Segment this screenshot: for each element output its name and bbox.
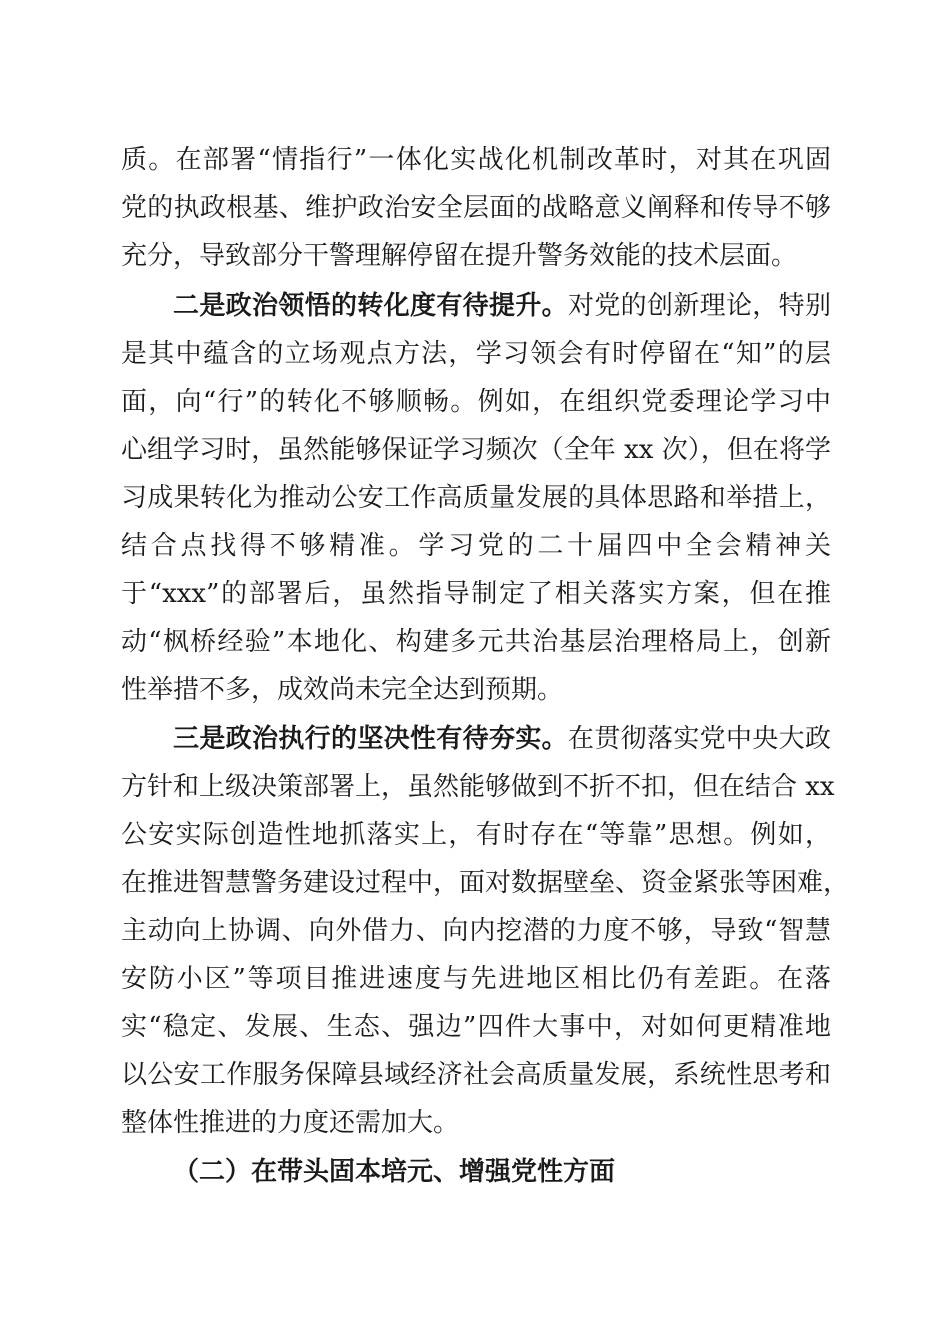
text-line: 公安实际创造性地抓落实上，有时存在“等靠”思想。例如， [121,820,831,850]
text-line: 在推进智慧警务建设过程中，面对数据壁垒、资金紧张等困难， [121,868,850,898]
text-line: 面，向“行”的转化不够顺畅。例如，在组织党委理论学习中 [121,387,831,417]
text-line: 性举措不多，成效尚未完全达到预期。 [121,675,564,705]
text-line: 整体性推进的力度还需加大。 [121,1108,460,1138]
text-line: 方针和上级决策部署上，虽然能够做到不折不扣，但在结合 xx [121,772,835,802]
text-line: 习成果转化为推动公安工作高质量发展的具体思路和举措上， [121,483,831,513]
paragraph-lead-heading: 二是政治领悟的转化度有待提升。 [173,291,568,321]
text-line: 结合点找得不够精准。学习党的二十届四中全会精神关 [121,531,831,561]
text-line: 心组学习时，虽然能够保证学习频次（全年 xx 次），但在将学 [121,435,831,465]
text-line: 于“xxx”的部署后，虽然指导制定了相关落实方案，但在推 [121,579,831,609]
text-line: 党的执政根基、维护政治安全层面的战略意义阐释和传导不够 [121,193,831,223]
text-line: 质。在部署“情指行”一体化实战化机制改革时，对其在巩固 [121,145,831,175]
paragraph-first-line [173,282,831,330]
paragraph-text: 在贯彻落实党中央大政 [567,724,831,754]
section-heading: （二）在带头固本培元、增强党性方面 [173,1157,616,1187]
text-line: 是其中蕴含的立场观点方法，学习领会有时停留在“知”的层 [121,339,831,369]
text-line: 充分，导致部分干警理解停留在提升警务效能的技术层面。 [121,241,798,271]
text-line: 动“枫桥经验”本地化、构建多元共治基层治理格局上，创新 [121,627,831,657]
text-line: 以公安工作服务保障县域经济社会高质量发展，系统性思考和 [121,1060,831,1090]
text-line: 主动向上协调、向外借力、向内挖潜的力度不够，导致“智慧 [121,916,831,946]
paragraph-text: 对党的创新理论，特别 [567,291,831,321]
paragraph-lead-heading: 三是政治执行的坚决性有待夯实。 [173,724,568,754]
paragraph-first-line [173,715,831,763]
text-line: 实“稳定、发展、生态、强边”四件大事中，对如何更精准地 [121,1012,831,1042]
text-line: 安防小区”等项目推进速度与先进地区相比仍有差距。在落 [121,964,831,994]
